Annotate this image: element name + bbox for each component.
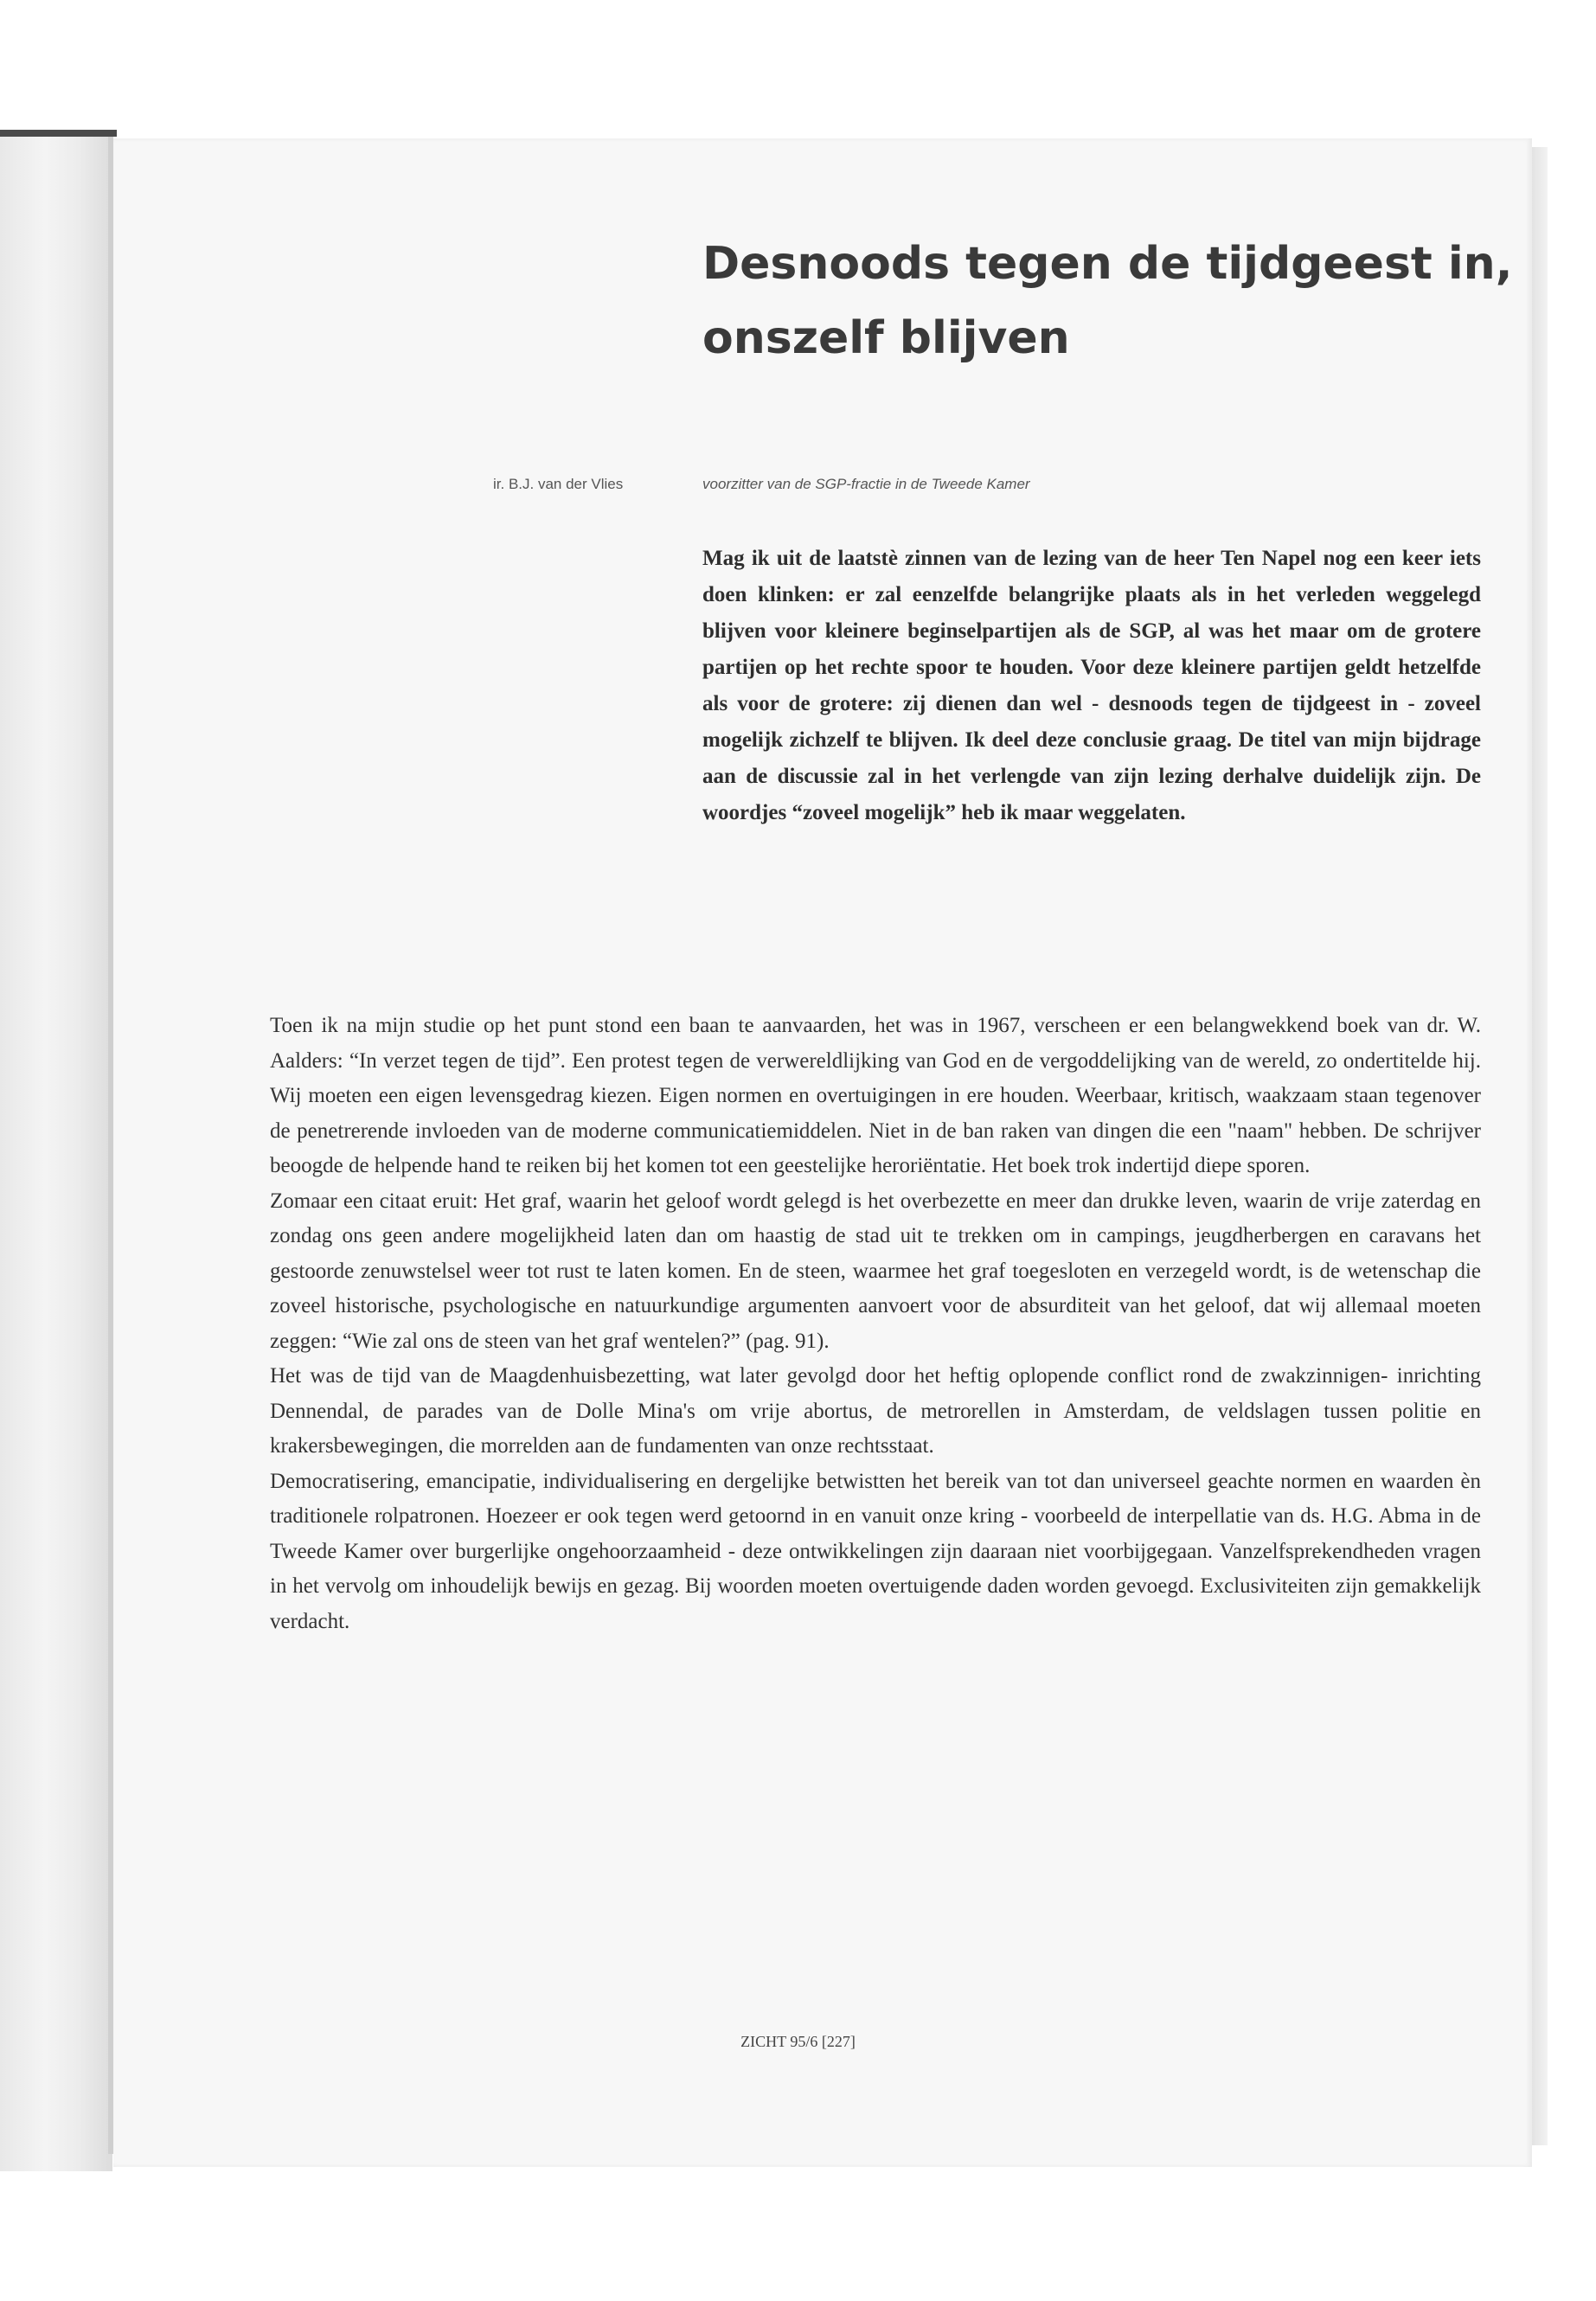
article-title-line-1: Desnoods tegen de tijdgeest in, <box>702 238 1513 290</box>
binding-shadow <box>0 130 112 2171</box>
page-edge <box>1532 147 1548 2145</box>
binding-tab <box>0 130 117 137</box>
article-intro: Mag ik uit de laatstè zinnen van de lezing van de heer Ten Napel nog een keer iets doen klinken: er zal eenzelfde belangrijke plaats als in het verleden weggelegd blijven voor kleinere beginselpartijen als de SGP, al was het maar om de grotere partijen op het rechte spoor te houden. Voor deze kleinere partijen geldt hetzelfde als voor de grotere: zij dienen dan wel - desnoods tegen de tijdgeest in - zoveel mogelijk zichzelf te blijven. Ik deel deze conclusie graag. De titel van mijn bijdrage aan de discussie zal in het verlengde van zijn lezing derhalve duidelijk zijn. De woordjes “zoveel mogelijk” heb ik maar weggelaten. <box>702 547 1481 824</box>
body-paragraph-1: Toen ik na mijn studie op het punt stond een baan te aanvaarden, het was in 1967, verscheen er een belangwekkend boek van dr. W. Aalders: “In verzet tegen de tijd”. Een protest tegen de verwereldlijking van God en de vergoddelijking van de wereld, zo ondertitelde hij. Wij moeten een eigen levensgedrag kiezen. Eigen normen en overtuigingen in ere houden. Weerbaar, kritisch, waakzaam staan tegenover de penetrerende invloeden van de moderne communicatiemiddelen. Niet in de ban raken van dingen die een "naam" hebben. De schrijver beoogde de helpende hand te reiken bij het komen tot een geestelijke heroriëntatie. Het boek trok indertijd diepe sporen. <box>270 1014 1481 1177</box>
author-role: voorzitter van de SGP-fractie in de Tweede Kamer <box>702 476 1030 492</box>
article-title-line-2: onszelf blijven <box>702 312 1070 364</box>
page-footer: ZICHT 95/6 [227] <box>740 2033 856 2050</box>
body-paragraph-2: Zomaar een citaat eruit: Het graf, waarin het geloof wordt gelegd is het overbezette en meer dan drukke leven, waarin de vrije zaterdag en zondag ons geen andere mogelijkheid laten dan om haastig de stad uit te trekken om in campings, jeugdherbergen en caravans het gestoorde zenuwstelsel weer tot rust te laten komen. En de steen, waarmee het graf toegesloten en verzegeld wordt, is de wetenschap die zoveel historische, psychologische en natuurkundige argumenten aanvoert voor de absurditeit van het geloof, dat wij allemaal moeten zeggen: “Wie zal ons de steen van het graf wentelen?” (pag. 91). <box>270 1189 1481 1353</box>
article-title <box>702 227 1513 375</box>
author-name: ir. B.J. van der Vlies <box>493 476 624 492</box>
body-paragraph-3: Het was de tijd van de Maagdenhuisbezetting, wat later gevolgd door het heftig oplopende conflict rond de zwakzinnigen- inrichting Dennendal, de parades van de Dolle Mina's om vrije abortus, de metrorellen in Amsterdam, de veldslagen tussen politie en krakersbewegingen, die morrelden aan de fundamenten van onze rechtsstaat. <box>270 1364 1481 1458</box>
body-paragraph-4: Democratisering, emancipatie, individualisering en dergelijke betwistten het bereik van tot dan universeel geachte normen en waarden èn traditionele rolpatronen. Hoezeer er ook tegen werd getoornd in en vanuit onze kring - voorbeeld de interpellatie van ds. H.G. Abma in de Tweede Kamer over burgerlijke ongehoorzaamheid - deze ontwikkelingen zijn daaraan niet voorbijgegaan. Vanzelfsprekendheden vragen in het vervolg om inhoudelijk bewijs en gezag. Bij woorden moeten overtuigende daden worden gevoegd. Exclusiviteiten zijn gemakkelijk verdacht. <box>270 1469 1481 1633</box>
article-body <box>270 1009 1481 1639</box>
